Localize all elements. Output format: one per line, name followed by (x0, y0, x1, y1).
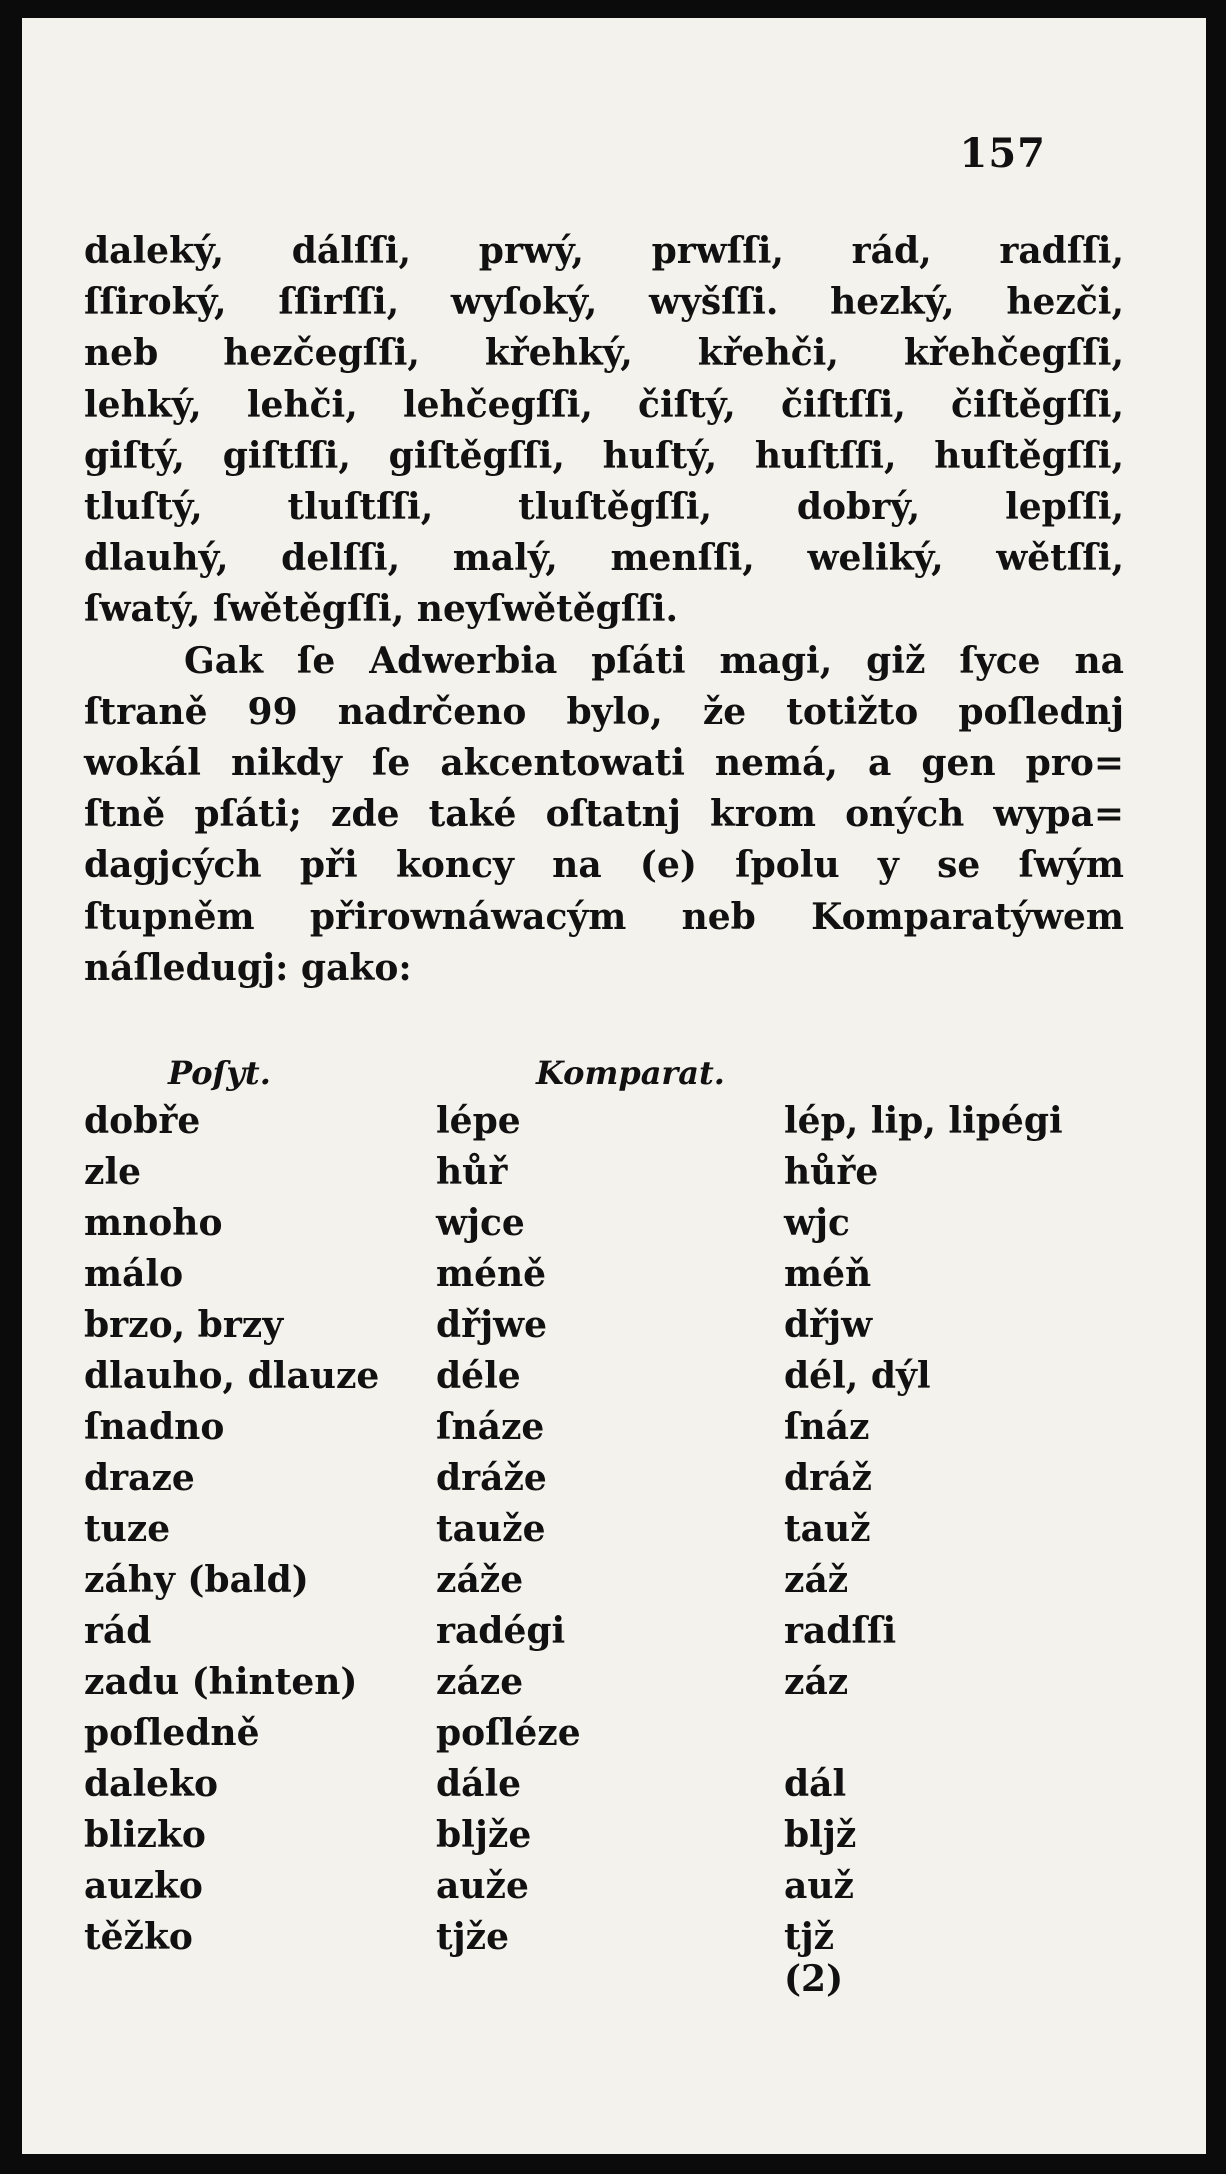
header-comparative: Komparat. (536, 1054, 725, 1092)
comparative-form: tauže (436, 1508, 546, 1550)
positive-form: dobře (84, 1100, 201, 1142)
comparative-form: dále (436, 1763, 522, 1805)
positive-form: ſnadno (84, 1406, 225, 1448)
short-form: auž (784, 1865, 854, 1907)
comparison-table (84, 1054, 1144, 1967)
text-line: náſledugj: gako: (84, 946, 412, 989)
text-line: lehký, lehči, lehčegſſi, čiſtý, čiſtſſi, čiſtěgſſi, (84, 383, 1124, 426)
comparative-form: hůř (436, 1151, 508, 1193)
table-row (84, 1559, 1144, 1610)
comparative-form: záze (436, 1661, 524, 1703)
positive-form: málo (84, 1253, 184, 1295)
positive-form: daleko (84, 1763, 219, 1805)
comparative-form: déle (436, 1355, 521, 1397)
table-row (84, 1355, 1144, 1406)
text-line: dlauhý, delſſi, malý, menſſi, weliký, wětſſi, (84, 537, 1124, 580)
table-row (84, 1304, 1144, 1355)
comparative-form: poſléze (436, 1712, 581, 1754)
comparative-form: radégi (436, 1610, 566, 1652)
short-form: bljž (784, 1814, 857, 1856)
table-row (84, 1712, 1144, 1763)
book-page (22, 18, 1206, 2154)
comparative-form: dřjwe (436, 1304, 548, 1346)
table-row (84, 1508, 1144, 1559)
positive-form: zle (84, 1151, 142, 1193)
positive-form: tuze (84, 1508, 171, 1550)
comparative-form: lépe (436, 1100, 521, 1142)
comparative-form: dráže (436, 1457, 547, 1499)
signature-mark: (2) (784, 1958, 844, 2000)
short-form: dráž (784, 1457, 872, 1499)
text-line: giſtý, giſtſſi, giſtěgſſi, huſtý, huſtſſi, huſtěgſſi, (84, 434, 1124, 477)
table-row (84, 1253, 1144, 1304)
comparative-form: záže (436, 1559, 524, 1601)
table-row (84, 1457, 1144, 1508)
body-text (84, 226, 1124, 994)
positive-form: draze (84, 1457, 195, 1499)
table-row (84, 1151, 1144, 1202)
table-row (84, 1610, 1144, 1661)
text-line: ſwatý, ſwětěgſſi, neyſwětěgſſi. (84, 588, 679, 631)
table-row (84, 1916, 1144, 1967)
positive-form: dlauho, dlauze (84, 1355, 380, 1397)
positive-form: těžko (84, 1916, 193, 1958)
short-form: tauž (784, 1508, 871, 1550)
table-row (84, 1406, 1144, 1457)
text-line: ſtraně 99 nadrčeno bylo, že totižto poſlednj (84, 690, 1124, 733)
text-line: neb hezčegſſi, křehký, křehči, křehčegſſi, (84, 332, 1124, 375)
short-form: lép, lip, lipégi (784, 1100, 1063, 1142)
comparative-form: tjže (436, 1916, 510, 1958)
table-row (84, 1865, 1144, 1916)
text-line: tluſtý, tluſtſſi, tluſtěgſſi, dobrý, lepſſi, (84, 486, 1124, 529)
positive-form: rád (84, 1610, 152, 1652)
positive-form: mnoho (84, 1202, 223, 1244)
header-positive: Poſyt. (168, 1054, 271, 1092)
text-line: ſtupněm přirownáwacým neb Komparatýwem (84, 895, 1124, 938)
comparative-form: ſnáze (436, 1406, 545, 1448)
table-body (84, 1100, 1144, 1967)
table-row (84, 1763, 1144, 1814)
comparative-form: auže (436, 1865, 529, 1907)
short-form: wjc (784, 1202, 850, 1244)
positive-form: brzo, brzy (84, 1304, 284, 1346)
short-form: záž (784, 1559, 849, 1601)
table-row (84, 1661, 1144, 1712)
text-line: ſtně pſáti; zde také oſtatnj krom oných wypa= (84, 793, 1124, 836)
page-number: 157 (959, 130, 1046, 177)
comparative-form: wjce (436, 1202, 525, 1244)
positive-form: poſledně (84, 1712, 260, 1754)
comparative-form: méně (436, 1253, 547, 1295)
short-form: radſſi (784, 1610, 897, 1652)
short-form: dřjw (784, 1304, 873, 1346)
short-form: hůře (784, 1151, 879, 1193)
table-row (84, 1100, 1144, 1151)
text-line: wokál nikdy ſe akcentowati nemá, a gen pro= (84, 742, 1124, 785)
short-form: záz (784, 1661, 849, 1703)
short-form: méň (784, 1253, 872, 1295)
short-form: dél, dýl (784, 1355, 931, 1397)
text-line: Gak ſe Adwerbia pſáti magi, giž ſyce na (184, 639, 1124, 682)
positive-form: zadu (hinten) (84, 1661, 358, 1703)
table-header (84, 1054, 1144, 1100)
short-form: tjž (784, 1916, 835, 1958)
short-form: ſnáz (784, 1406, 870, 1448)
text-line: ſſiroký, ſſirſſi, wyſoký, wyšſſi. hezký, hezči, (84, 281, 1124, 324)
table-row (84, 1202, 1144, 1253)
table-row (84, 1814, 1144, 1865)
positive-form: auzko (84, 1865, 203, 1907)
text-line: daleký, dálſſi, prwý, prwſſi, rád, radſſi, (84, 230, 1124, 272)
positive-form: blizko (84, 1814, 206, 1856)
text-line: dagjcých při koncy na (e) ſpolu y se ſwým (84, 844, 1124, 887)
short-form: dál (784, 1763, 847, 1805)
comparative-form: bljže (436, 1814, 532, 1856)
positive-form: záhy (bald) (84, 1559, 309, 1601)
